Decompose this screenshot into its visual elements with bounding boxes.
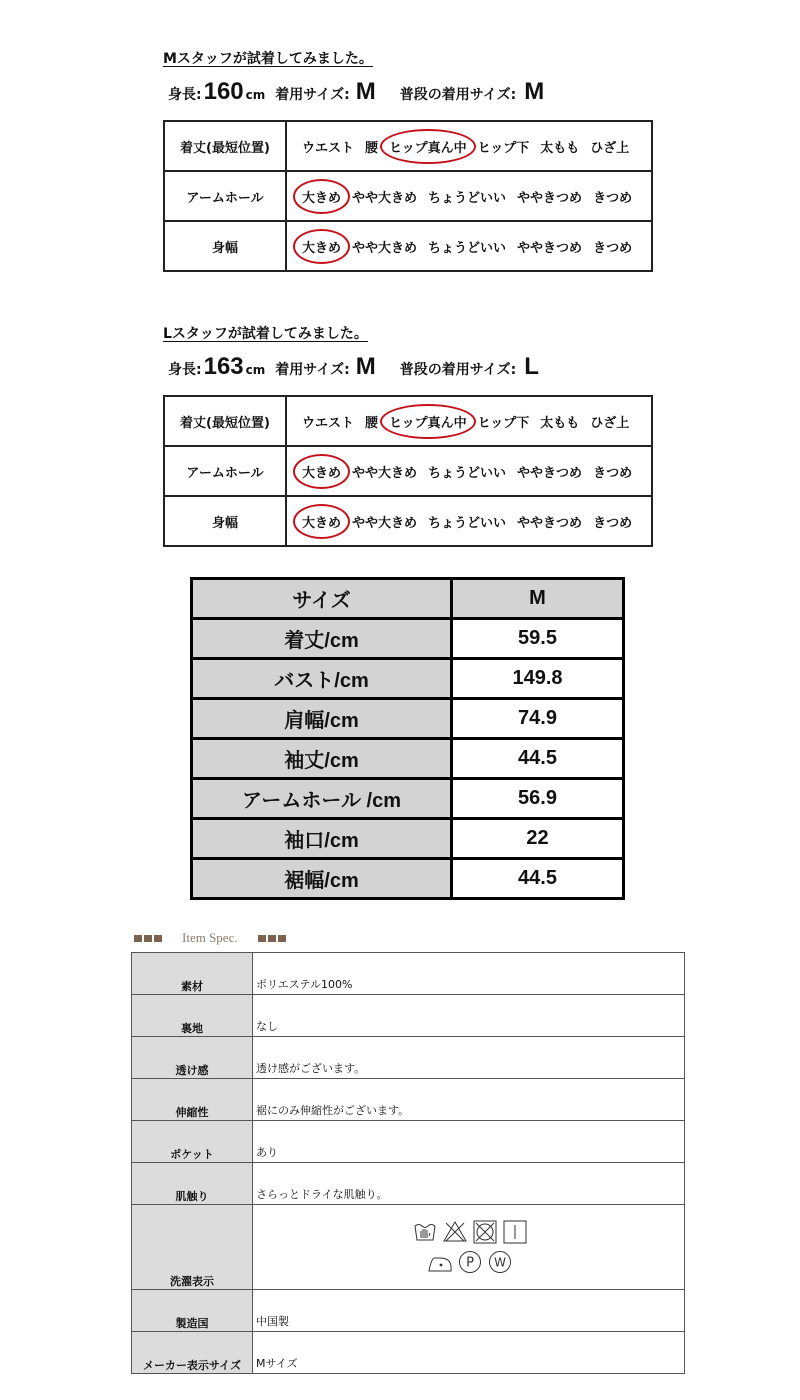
spec-key: 裏地 [132,995,253,1037]
fit-option-selected: 大きめ [301,235,342,258]
spec-value: 中国製 [253,1290,685,1332]
measurement-line [168,78,653,112]
square-icon [258,935,266,942]
size-row-value: 56.9 [452,779,624,819]
spec-row [132,1121,685,1163]
size-row-value: 74.9 [452,699,624,739]
fit-option: ややきつめ [517,240,583,256]
fit-report-title: Mスタッフが試着してみました。 [163,51,373,67]
square-icon [278,935,286,942]
size-row-label: 着丈/cm [192,619,452,659]
size-row [192,779,624,819]
fit-option-selected: ヒップ真ん中 [388,135,468,158]
size-row-label: 袖口/cm [192,819,452,859]
fit-row-label: 着丈(最短位置) [164,396,286,446]
fit-option: ヒップ下 [477,140,530,156]
spec-key: ポケット [132,1121,253,1163]
size-row-label: アームホール /cm [192,779,452,819]
fit-row-options [286,221,652,271]
fit-row [164,446,652,496]
size-row-value: 149.8 [452,659,624,699]
fit-option: やや大きめ [352,515,418,531]
wash-symbols-row [428,1250,512,1274]
height-unit: cm [245,88,266,102]
fit-option-selected: ヒップ真ん中 [388,410,468,433]
fit-report-l [163,323,653,547]
size-row [192,659,624,699]
no-tumble-dry-icon [473,1220,497,1244]
spec-value: さらっとドライな肌触り。 [253,1163,685,1205]
size-row [192,739,624,779]
fit-table [163,120,653,272]
size-row [192,859,624,899]
fit-option: きつめ [593,240,633,256]
size-header-label: サイズ [192,579,452,619]
professional-wet-clean-w-icon [488,1250,512,1274]
fit-option: 太もも [540,415,580,431]
spec-row [132,1205,685,1290]
fit-report-m [163,48,653,272]
fit-option: やや大きめ [352,240,418,256]
spec-row [132,1290,685,1332]
size-row-label: 袖丈/cm [192,739,452,779]
height-value: 160 [203,78,244,105]
size-row-value: 22 [452,819,624,859]
spec-key: 洗濯表示 [132,1205,253,1290]
size-header-value: M [452,579,624,619]
low-iron-icon [428,1250,452,1274]
spec-key: 肌触り [132,1163,253,1205]
square-icon [154,935,162,942]
spec-row [132,1332,685,1374]
size-row-label: 肩幅/cm [192,699,452,739]
square-icon [134,935,142,942]
fit-row [164,221,652,271]
size-table [190,577,625,900]
fit-row-label: アームホール [164,171,286,221]
fit-row-label: 着丈(最短位置) [164,121,286,171]
wear-size-value: M [355,353,376,380]
spec-row [132,1037,685,1079]
fit-row-options [286,396,652,446]
size-row [192,819,624,859]
spec-key: 伸縮性 [132,1079,253,1121]
fit-row-options [286,446,652,496]
spec-value: 裾にのみ伸縮性がございます。 [253,1079,685,1121]
fit-option: ひざ上 [590,140,630,156]
size-row-value: 44.5 [452,739,624,779]
usual-size-label: 普段の着用サイズ: [399,87,517,103]
spec-row [132,953,685,995]
usual-size-label: 普段の着用サイズ: [399,362,517,378]
spec-row [132,995,685,1037]
fit-option-selected: 大きめ [301,185,342,208]
fit-option: 腰 [365,140,379,156]
square-icon [144,935,152,942]
professional-dry-clean-p-icon [458,1250,482,1274]
spec-value: Mサイズ [253,1332,685,1374]
size-table-header [192,579,624,619]
fit-option: きつめ [593,465,633,481]
size-row-label: 裾幅/cm [192,859,452,899]
spec-value: なし [253,995,685,1037]
spec-key: 透け感 [132,1037,253,1079]
size-row-value: 59.5 [452,619,624,659]
fit-row [164,396,652,446]
spec-value: あり [253,1121,685,1163]
wash-symbols [256,1207,684,1287]
fit-option: ウエスト [302,415,355,431]
item-spec-title: Item Spec. [182,930,238,945]
usual-size-value: M [524,78,545,105]
spec-key: 素材 [132,953,253,995]
fit-table [163,395,653,547]
square-icon [268,935,276,942]
spec-value: 透け感がございます。 [253,1037,685,1079]
fit-option: ヒップ下 [477,415,530,431]
fit-report-title: Lスタッフが試着してみました。 [163,326,368,342]
item-spec-heading [134,930,288,946]
fit-row-options [286,496,652,546]
no-bleach-icon [443,1220,467,1244]
spec-value [253,1205,685,1290]
fit-option: ちょうどいい [428,515,507,531]
fit-row [164,121,652,171]
usual-size-value: L [524,353,539,380]
fit-option: ちょうどいい [428,240,507,256]
spec-row [132,1163,685,1205]
size-row [192,699,624,739]
fit-option: やや大きめ [352,190,418,206]
spec-key: メーカー表示サイズ [132,1332,253,1374]
fit-row-label: 身幅 [164,496,286,546]
wear-size-label: 着用サイズ: [275,362,350,378]
fit-option: ちょうどいい [428,190,507,206]
fit-option: ウエスト [302,140,355,156]
height-unit: cm [245,363,266,377]
height-label: 身長: [168,362,202,378]
size-row-label: バスト/cm [192,659,452,699]
fit-option: ちょうどいい [428,465,507,481]
fit-option: 太もも [540,140,580,156]
wear-size-value: M [355,78,376,105]
size-row-value: 44.5 [452,859,624,899]
height-label: 身長: [168,87,202,103]
fit-option-selected: 大きめ [301,460,342,483]
height-value: 163 [203,353,244,380]
svg-text:W: W [494,1255,506,1270]
measurement-line [168,353,653,387]
wear-size-label: 着用サイズ: [275,87,350,103]
fit-option: ややきつめ [517,190,583,206]
fit-option: ややきつめ [517,465,583,481]
fit-option: やや大きめ [352,465,418,481]
fit-row-options [286,121,652,171]
fit-option: 腰 [365,415,379,431]
spec-key: 製造国 [132,1290,253,1332]
fit-option-selected: 大きめ [301,510,342,533]
fit-row-label: 身幅 [164,221,286,271]
svg-text:P: P [466,1255,474,1271]
fit-option: ややきつめ [517,515,583,531]
spec-value: ポリエステル100% [253,953,685,995]
fit-row-options [286,171,652,221]
fit-row-label: アームホール [164,446,286,496]
fit-row [164,496,652,546]
size-row [192,619,624,659]
item-spec-table [131,952,685,1374]
fit-row [164,171,652,221]
fit-option: きつめ [593,190,633,206]
fit-option: きつめ [593,515,633,531]
spec-row [132,1079,685,1121]
wash-symbols-row [413,1220,527,1244]
line-dry-icon [503,1220,527,1244]
fit-option: ひざ上 [590,415,630,431]
hand-wash-icon [413,1220,437,1244]
